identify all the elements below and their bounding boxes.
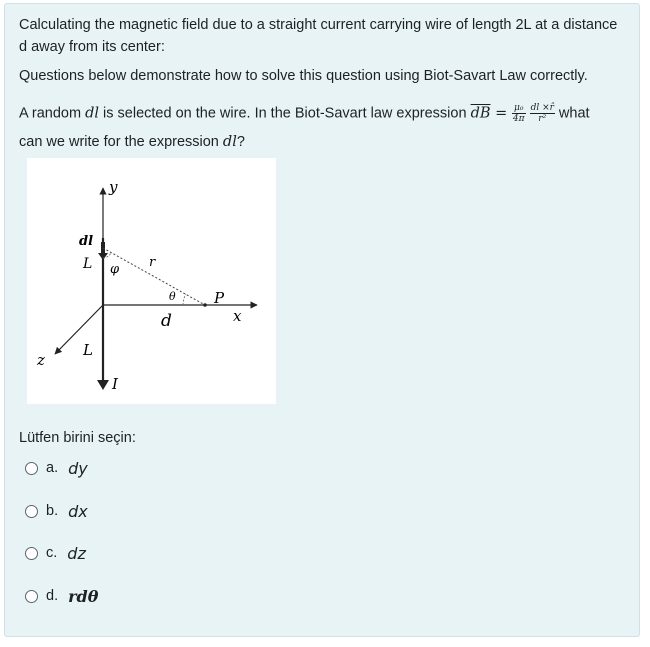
question-intro-line1: Calculating the magnetic field due to a straight current carrying wire of length 2L at a distance [19,17,618,33]
label-x: x [233,307,242,325]
option-b[interactable] [25,499,88,523]
option-a[interactable] [25,456,88,480]
radio-button-a[interactable] [25,462,38,475]
stem-dl: dl [85,105,100,122]
option-c-text: dz [67,543,86,563]
radio-button-d[interactable] [25,590,38,603]
z-axis [55,305,103,354]
label-P: P [214,289,225,307]
stem-text-1: A random [19,105,86,122]
theta-arc [183,294,186,305]
option-c[interactable] [25,541,86,565]
label-phi: φ [110,262,120,277]
dl-arrow-icon [98,253,108,260]
stem-fraction-cross: $\frac{dl \times r̂}{\text{r²}}$ [530,103,554,124]
label-I: I [112,375,118,393]
stem-dB: $\overline{dB}$ [470,105,491,122]
wire-diagram-svg [27,158,276,404]
stem-text-3: what [554,105,590,122]
option-d-text: rdθ [68,586,99,606]
label-y: y [109,178,118,196]
option-c-letter: c. [46,545,58,561]
label-L-bottom: L [83,341,93,359]
stem-text-4: can we write for the expression [19,134,223,150]
question-stem-line2 [19,132,245,152]
radio-button-c[interactable] [25,547,38,560]
option-a-letter: a. [46,460,59,476]
stem-dl-2: dl [222,134,237,150]
label-r: r [149,255,156,270]
option-a-text: dy [68,458,88,478]
stem-text-2: is selected on the wire. In the Biot-Savart law expression [99,105,471,122]
question-intro-line2: d away from its center: [19,39,165,55]
stem-fraction-mu: $\frac{\text{μ₀}}{4\pi}$ [512,103,525,124]
label-d: d [161,311,172,331]
label-z: z [37,351,45,369]
question-subtitle: Questions below demonstrate how to solve this question using Biot-Savart Law correctly. [19,68,588,84]
question-stem-line1 [19,103,590,124]
wire-diagram [27,158,276,404]
point-p [203,303,207,307]
option-b-text: dx [68,501,88,521]
current-arrow-icon [97,380,109,390]
option-d[interactable] [25,584,98,608]
option-d-letter: d. [46,588,59,604]
stem-text-5: ? [236,134,245,150]
answer-prompt: Lütfen birini seçin: [19,430,136,446]
option-b-letter: b. [46,503,59,519]
label-theta: θ [169,290,176,303]
label-dl: dl [79,234,94,249]
radio-button-b[interactable] [25,505,38,518]
label-L-top: L [83,256,93,272]
stem-equals: = [490,105,512,122]
